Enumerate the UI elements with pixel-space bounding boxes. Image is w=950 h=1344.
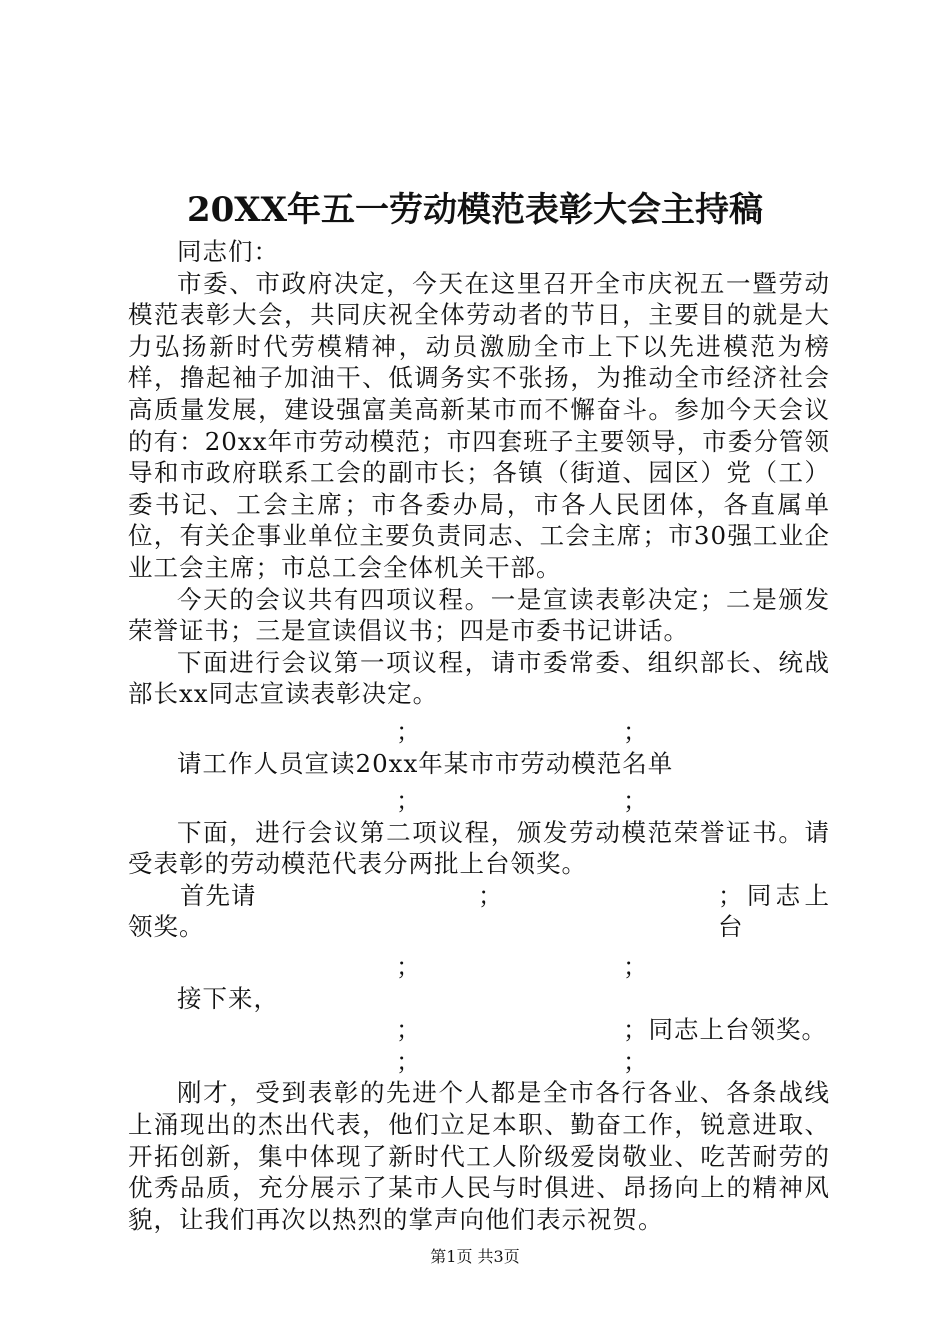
semicolon-mark: ； bbox=[396, 1015, 422, 1045]
paragraph-read-list: 请工作人员宣读20xx年某市市劳动模范名单 bbox=[177, 748, 674, 778]
blank-fill-line bbox=[128, 1046, 830, 1078]
semicolon-mark: ； bbox=[623, 1046, 649, 1076]
paragraph-opening: 市委、市政府决定，今天在这里召开全市庆祝五一暨劳动模范表彰大会，共同庆祝全体劳动者的节日，主要目的就是大力弘扬新时代劳模精神，动员激励全市上下以先进模范为榜样，撸起袖子加油干、低调务实不张扬，为推动全市经济社会高质量发展，建设强富美高新某市而不懈奋斗。参加今天会议的有：20xx年市劳动模范；市四套班子主要领导，市委分管领导和市政府联系工会的副市长；各镇（街道、园区）党（工）委书记、工会主席；市各委办局，市各人民团体，各直属单位，有关企事业单位主要负责同志、工会主席；市30强工业企业工会主席；市总工会全体机关干部。 bbox=[128, 268, 830, 582]
semicolon-mark: ； bbox=[396, 716, 422, 746]
paragraph-second-item: 下面，进行会议第二项议程，颁发劳动模范荣誉证书。请受表彰的劳动模范代表分两批上台领奖。 bbox=[128, 817, 830, 879]
paragraph-closing: 刚才，受到表彰的先进个人都是全市各行各业、各条战线上涌现出的杰出代表，他们立足本职、勤奋工作，锐意进取、开拓创新，集中体现了新时代工人阶级爱岗敬业、吃苦耐劳的优秀品质，充分展示了某市人民与时俱进、昂扬向上的精神风貌，让我们再次以热烈的掌声向他们表示祝贺。 bbox=[128, 1078, 830, 1234]
semicolon-mark: ； bbox=[623, 716, 649, 746]
award-first-lead: 首先请 bbox=[180, 880, 257, 910]
semicolon-mark: ； bbox=[396, 1046, 422, 1076]
paragraph-next: 接下来， bbox=[177, 983, 279, 1013]
blank-fill-line bbox=[128, 951, 830, 983]
semicolon-mark: ； bbox=[396, 786, 422, 816]
document-title: 20XX年五一劳动模范表彰大会主持稿 bbox=[186, 190, 764, 230]
award-first-tail: ；同志上台 bbox=[718, 880, 830, 942]
salutation: 同志们： bbox=[177, 237, 279, 266]
document-body bbox=[128, 236, 830, 1235]
semicolon-mark: ； bbox=[396, 952, 422, 982]
semicolon-mark: ； bbox=[623, 952, 649, 982]
paragraph-agenda: 今天的会议共有四项议程。一是宣读表彰决定；二是颁发荣誉证书；三是宣读倡议书；四是市委书记讲话。 bbox=[128, 584, 830, 646]
award-second-tail: ；同志上台领奖。 bbox=[623, 1015, 827, 1045]
award-first-continuation: 领奖。 bbox=[128, 912, 205, 942]
award-row-second bbox=[128, 1014, 830, 1046]
semicolon-mark: ； bbox=[623, 786, 649, 816]
blank-fill-line bbox=[128, 785, 830, 817]
blank-fill-line bbox=[128, 716, 830, 748]
paragraph-first-item: 下面进行会议第一项议程，请市委常委、组织部长、统战部长xx同志宣读表彰决定。 bbox=[128, 647, 830, 709]
semicolon-mark: ； bbox=[478, 880, 504, 910]
page-footer: 第1页 共3页 bbox=[430, 1247, 520, 1266]
